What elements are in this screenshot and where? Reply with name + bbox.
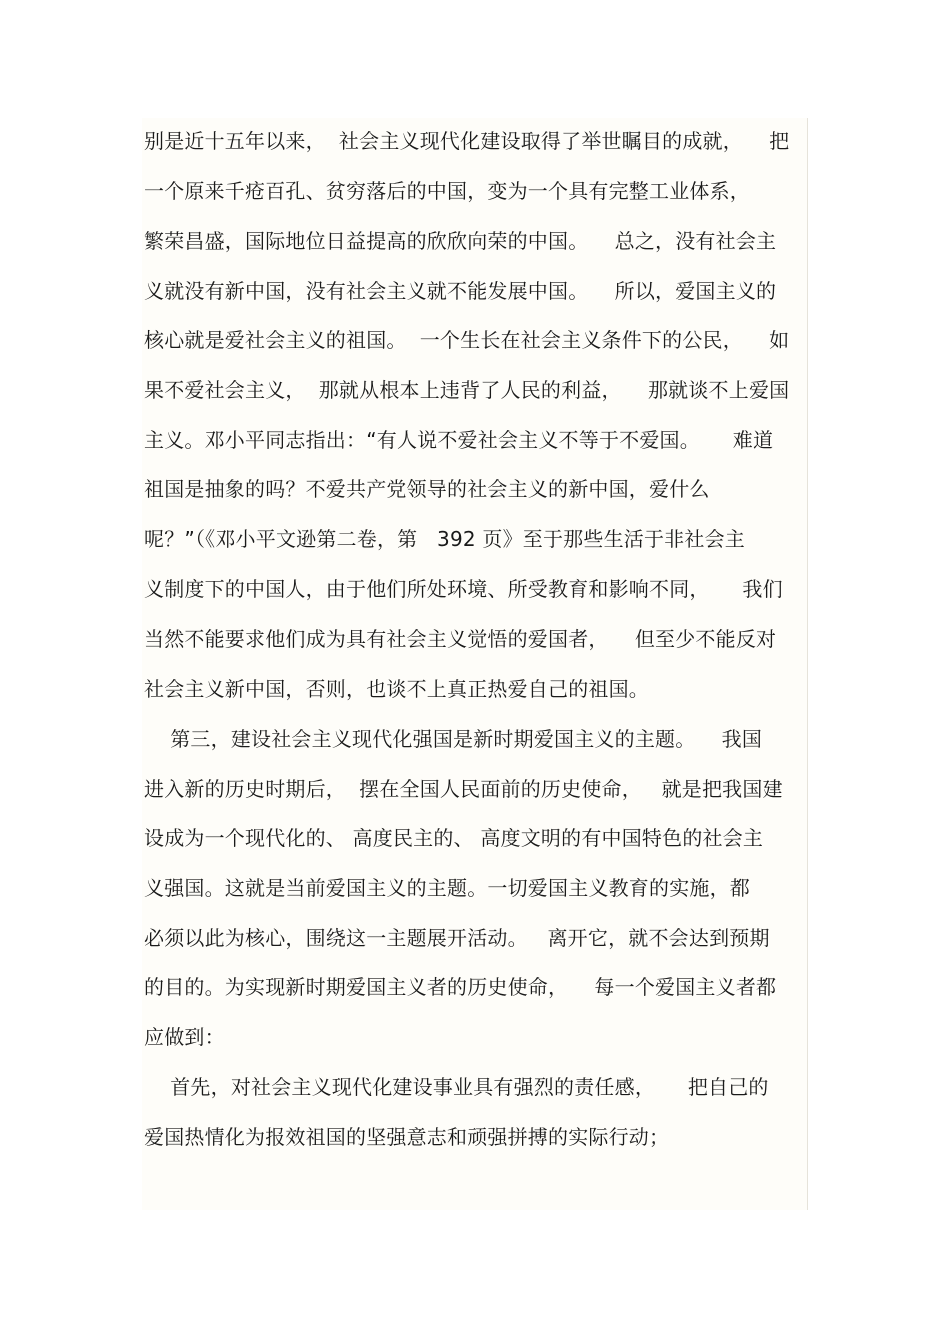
- text-line: 别是近十五年以来， 社会主义现代化建设取得了举世瞩目的成就， 把: [144, 129, 790, 153]
- text-line: 首先，对社会主义现代化建设事业具有强烈的责任感， 把自己的: [144, 1075, 769, 1099]
- text-line: 应做到：: [144, 1025, 225, 1049]
- text-line: 果不爱社会主义， 那就从根本上违背了人民的利益， 那就谈不上爱国: [144, 378, 790, 402]
- text-line: 主义。邓小平同志指出：“有人说不爱社会主义不等于不爱国。 难道: [144, 428, 774, 452]
- text-line: 第三，建设社会主义现代化强国是新时期爱国主义的主题。 我国: [144, 727, 763, 751]
- text-line: 设成为一个现代化的、 高度民主的、 高度文明的有中国特色的社会主: [144, 826, 764, 850]
- text-line: 一个原来千疮百孔、贫穷落后的中国，变为一个具有完整工业体系，: [144, 179, 750, 203]
- text-line: 当然不能要求他们成为具有社会主义觉悟的爱国者， 但至少不能反对: [144, 627, 777, 651]
- text-line: 义制度下的中国人，由于他们所处环境、所受教育和影响不同， 我们: [144, 577, 783, 601]
- text-line: 爱国热情化为报效祖国的坚强意志和顽强拼搏的实际行动；: [144, 1125, 670, 1149]
- text-line: 繁荣昌盛，国际地位日益提高的欣欣向荣的中国。 总之，没有社会主: [144, 229, 777, 253]
- text-line: 呢？”（《邓小平文逊第二卷，第 392 页》至于那些生活于非社会主: [144, 527, 745, 551]
- text-line: 的目的。为实现新时期爱国主义者的历史使命， 每一个爱国主义者都: [144, 975, 777, 999]
- text-line: 进入新的历史时期后， 摆在全国人民面前的历史使命， 就是把我国建: [144, 777, 783, 801]
- text-line: 必须以此为核心，围绕这一主题展开活动。 离开它，就不会达到预期: [144, 926, 770, 950]
- text-line: 祖国是抽象的吗？不爱共产党领导的社会主义的新中国，爱什么: [144, 477, 710, 501]
- text-line: 社会主义新中国，否则，也谈不上真正热爱自己的祖国。: [144, 677, 649, 701]
- text-line: 义就没有新中国，没有社会主义就不能发展中国。 所以，爱国主义的: [144, 279, 777, 303]
- text-line: 义强国。这就是当前爱国主义的主题。一切爱国主义教育的实施，都: [144, 876, 750, 900]
- text-line: 核心就是爱社会主义的祖国。 一个生长在社会主义条件下的公民， 如: [144, 328, 790, 352]
